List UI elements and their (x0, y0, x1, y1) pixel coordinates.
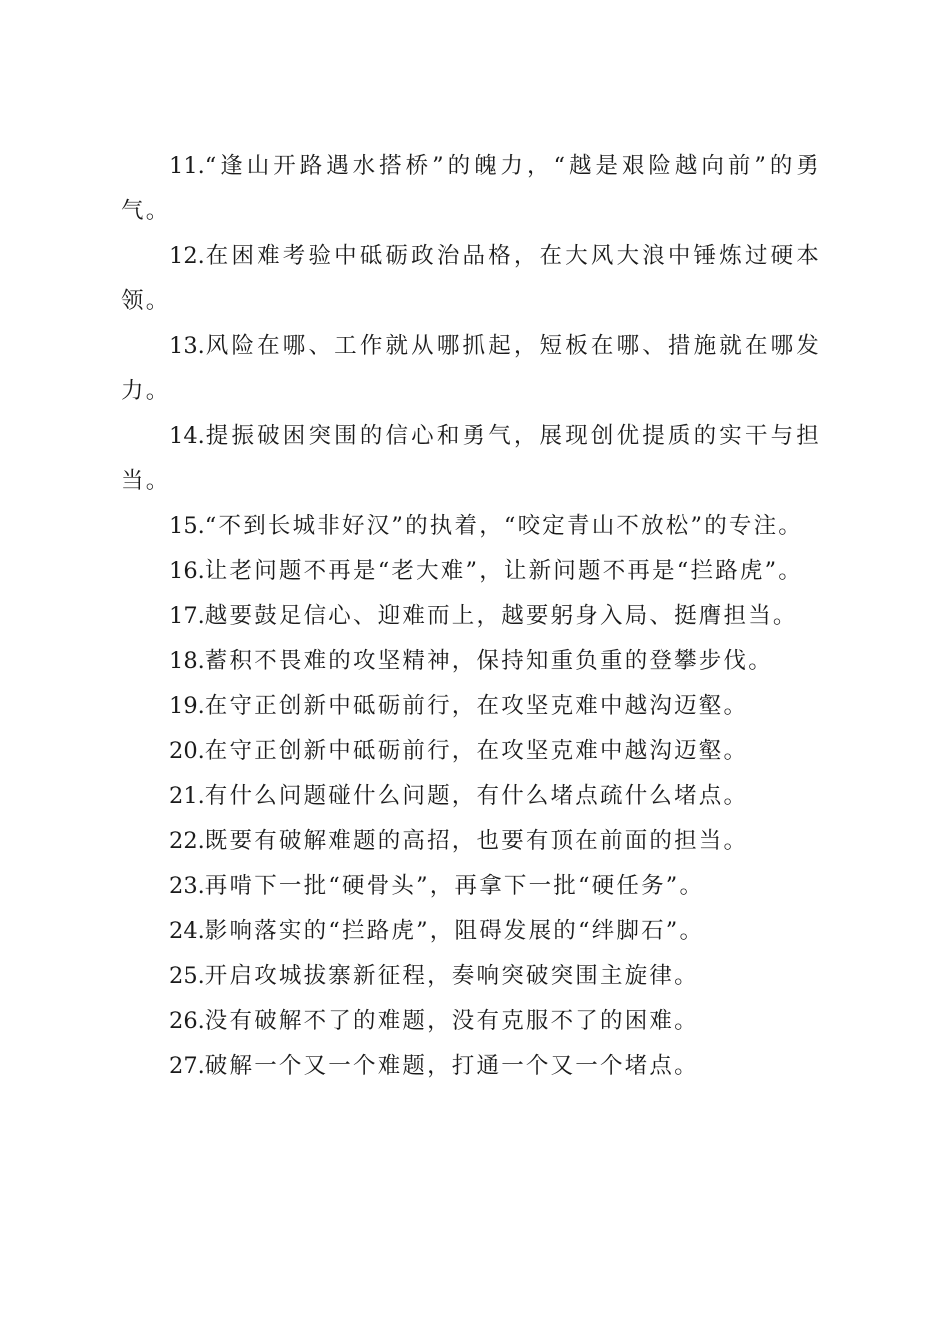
item-text: “逢山开路遇水搭桥”的魄力，“越是艰险越向前”的勇气。 (121, 153, 821, 224)
item-number: 22. (169, 828, 205, 854)
item-text: 蓄积不畏难的攻坚精神，保持知重负重的登攀步伐。 (204, 648, 773, 674)
item-text: 提振破困突围的信心和勇气，展现创优提质的实干与担当。 (121, 423, 821, 494)
item-number: 19. (169, 693, 205, 719)
item-number: 14. (169, 423, 205, 449)
list-item (121, 729, 821, 774)
item-number: 17. (169, 603, 205, 629)
list-item (121, 774, 821, 819)
list-item (121, 684, 821, 729)
item-text: 越要鼓足信心、迎难而上，越要躬身入局、挺膺担当。 (204, 603, 798, 629)
item-number: 21. (169, 783, 205, 809)
item-number: 25. (169, 963, 205, 989)
item-text: 再啃下一批“硬骨头”，再拿下一批“硬任务”。 (204, 873, 705, 899)
list-item (121, 144, 821, 234)
item-number: 11. (169, 153, 205, 179)
list-item (121, 414, 821, 504)
item-text: 破解一个又一个难题，打通一个又一个堵点。 (204, 1053, 699, 1079)
list-item (121, 504, 821, 549)
list-item (121, 234, 821, 324)
document-body (121, 144, 821, 1089)
list-item (121, 549, 821, 594)
item-number: 23. (169, 873, 205, 899)
item-number: 16. (169, 558, 205, 584)
list-item (121, 909, 821, 954)
item-text: 影响落实的“拦路虎”，阻碍发展的“绊脚石”。 (204, 918, 705, 944)
item-text: 没有破解不了的难题，没有克服不了的困难。 (204, 1008, 699, 1034)
item-text: 开启攻城拔寨新征程，奏响突破突围主旋律。 (204, 963, 699, 989)
item-number: 15. (169, 513, 205, 539)
list-item (121, 999, 821, 1044)
item-text: 在守正创新中砥砺前行，在攻坚克难中越沟迈壑。 (204, 693, 749, 719)
item-text: 让老问题不再是“老大难”，让新问题不再是“拦路虎”。 (204, 558, 804, 584)
list-item (121, 954, 821, 999)
item-number: 20. (169, 738, 205, 764)
item-number: 24. (169, 918, 205, 944)
list-item (121, 639, 821, 684)
list-item (121, 594, 821, 639)
item-number: 13. (169, 333, 205, 359)
list-item (121, 324, 821, 414)
item-number: 18. (169, 648, 205, 674)
item-number: 27. (169, 1053, 205, 1079)
item-text: “不到长城非好汉”的执着，“咬定青山不放松”的专注。 (204, 513, 804, 539)
list-item (121, 819, 821, 864)
item-text: 有什么问题碰什么问题，有什么堵点疏什么堵点。 (204, 783, 749, 809)
item-number: 26. (169, 1008, 205, 1034)
list-item (121, 864, 821, 909)
item-text: 既要有破解难题的高招，也要有顶在前面的担当。 (204, 828, 749, 854)
item-text: 在困难考验中砥砺政治品格，在大风大浪中锤炼过硬本领。 (121, 243, 821, 314)
item-text: 在守正创新中砥砺前行，在攻坚克难中越沟迈壑。 (204, 738, 749, 764)
item-text: 风险在哪、工作就从哪抓起，短板在哪、措施就在哪发力。 (121, 333, 821, 404)
list-item (121, 1044, 821, 1089)
item-number: 12. (169, 243, 205, 269)
